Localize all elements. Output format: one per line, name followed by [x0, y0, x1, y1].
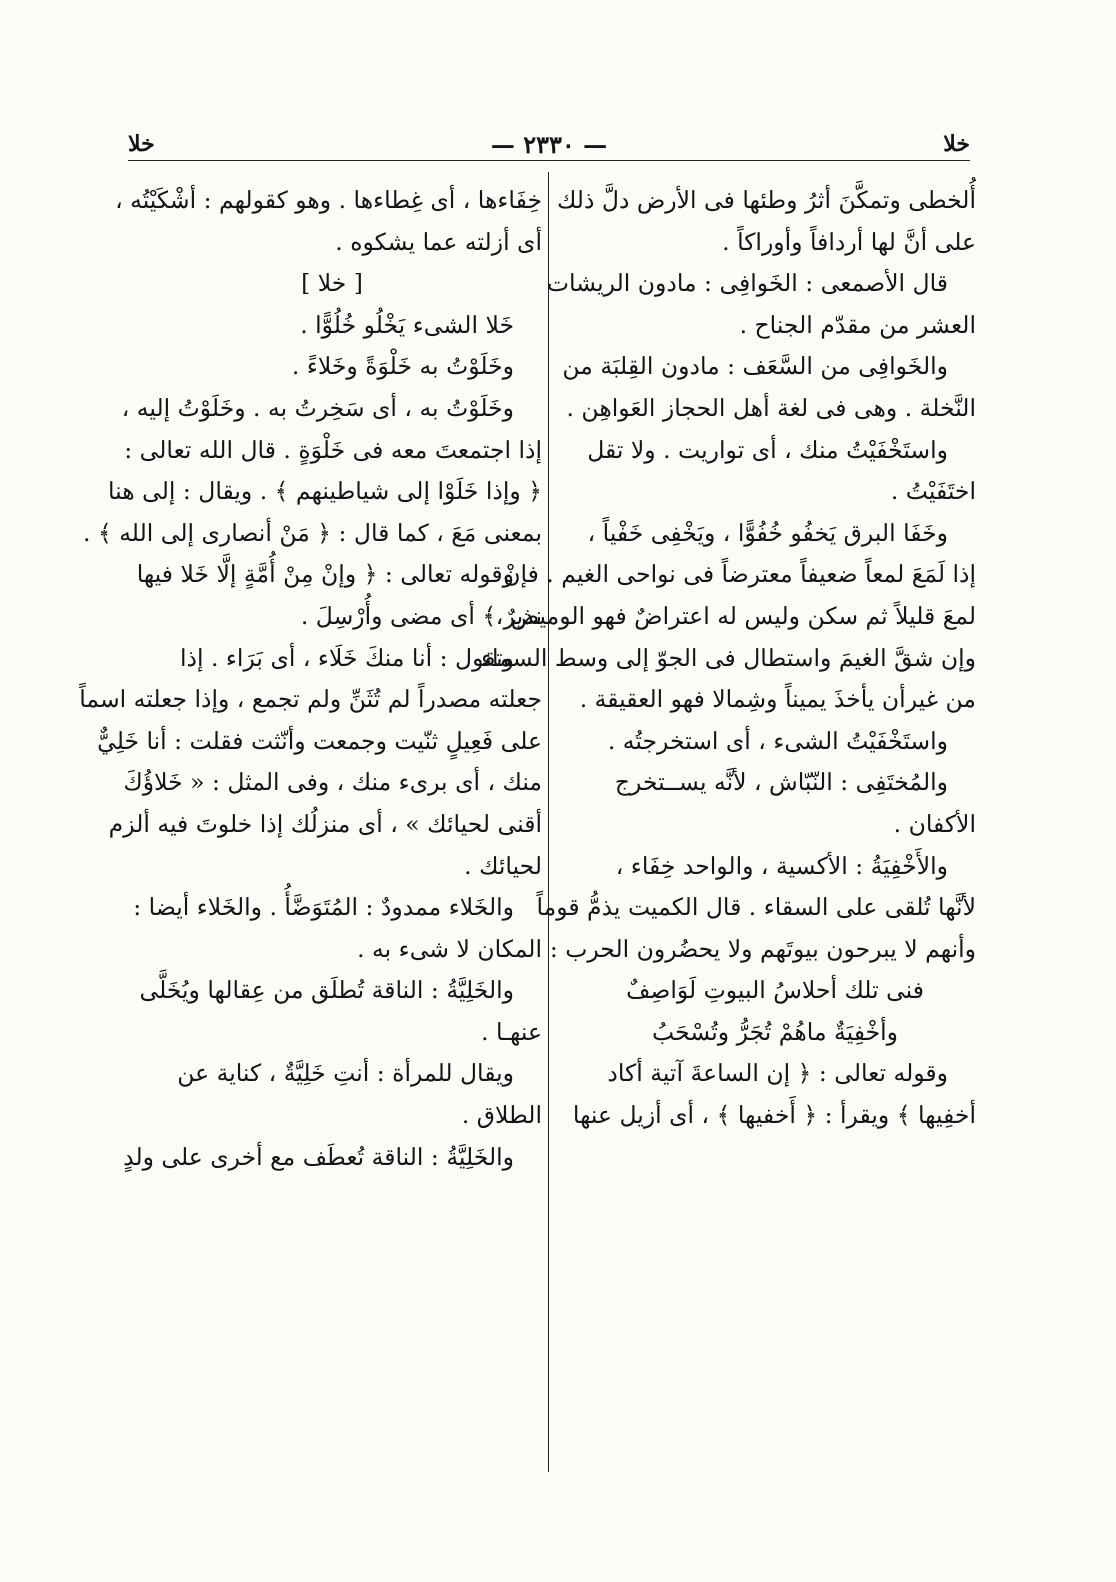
text-line: ﴿ وإذا خَلَوْا إلى شياطينهم ﴾ . ويقال : إلى هنا: [108, 477, 542, 506]
text-line: واستَخْفَيْتُ الشىء ، أى استخرجتُه .: [607, 726, 948, 755]
text-line: [ خلا ]: [301, 269, 363, 298]
text-line: الأكفان .: [893, 809, 976, 838]
text-line: عنهـا .: [481, 1017, 542, 1046]
header-word-right: خلا: [943, 131, 970, 157]
text-line: واستَخْفَيْتُ منك ، أى تواريت . ولا تقل: [587, 435, 948, 464]
text-line: وخَفَا البرق يَخفُو خُفُوًّا ، ويَخْفِى خَفْياً ،: [587, 518, 948, 547]
text-line: خِفَاءها ، أى غِطاءها . وهو كقولهم : أشْكَيْتُه ،: [115, 186, 542, 214]
text-line: لمعَ قليلاً ثم سكن وليس له اعتراضٌ فهو الوميض ،: [495, 601, 976, 630]
text-line: والخَوافِى من السَّعَف : مادون القِلبَة من: [562, 352, 948, 381]
text-line: وقوله تعالى : ﴿ وإنْ مِنْ أُمَّةٍ إلَّا خَلا فيها: [136, 560, 514, 589]
left-column: [79, 180, 542, 1178]
text-line: منك ، أى برىء منك ، وفى المثل : « خَلاؤُكَ: [123, 768, 542, 797]
header-rule: [128, 160, 970, 161]
text-line: أخفِيها ﴾ ويقرأ : ﴿ أَخفيها ﴾ ، أى أزيل عنها: [572, 1101, 976, 1130]
text-line: لأنَّها تُلقى على السقاء . قال الكميت يذمُّ قوماً: [536, 893, 976, 922]
text-line: والمُختَفِى : النّبّاش ، لأنَّه يســتخرج: [614, 768, 948, 797]
text-line: النَّخلة . وهى فى لغة أهل الحجاز العَواهِن .: [566, 393, 976, 422]
text-line: أُلخطى وتمكَّنَ أثرُ وطئها فى الأرض دلَّ ذلك: [556, 186, 976, 214]
text-line: أقنى لحيائك » ، أى منزلُك إذا خلوتَ فيه ألزم: [108, 809, 542, 838]
text-line: إذا اجتمعتَ معه فى خَلْوَةٍ . قال الله تعالى :: [124, 435, 542, 464]
text-line: على فَعِيلٍ ثنّيت وجمعت وأنّثت فقلت : أنا خَلِيٌّ: [97, 726, 542, 755]
text-line: وخَلَوْتُ به خَلْوَةً وخَلاءً .: [291, 352, 514, 381]
text-line: والأَخْفِيَةُ : الأكسية ، والواحد خِفَاء ،: [615, 851, 948, 880]
text-line: من غيرأن يأخذَ يميناً وشِمالا فهو العقيقة .: [579, 685, 976, 714]
text-line: فنى تلك أحلاسُ البيوتِ لَوَاصِفٌ: [626, 976, 924, 1005]
text-line: وأنهم لا يبرحون بيوتَهم ولا يحضُرون الحرب :: [549, 934, 976, 963]
text-line: والخَلِيَّةُ : الناقة تُطلَق من عِقالها ويُخَلَّى: [139, 976, 514, 1005]
text-line: اختَفَيْتُ .: [890, 477, 976, 506]
column-divider: [548, 172, 549, 1472]
text-line: وخَلَوْتُ به ، أى سَخِرتُ به . وخَلَوْتُ إليه ،: [121, 393, 514, 422]
text-line: لحيائك .: [464, 851, 542, 880]
text-line: نذيرٌ ﴾ أى مضى وأُرْسِلَ .: [300, 601, 542, 630]
text-line: وقوله تعالى : ﴿ إن الساعةَ آتية أكاد: [607, 1059, 948, 1088]
text-line: العشر من مقدّم الجناح .: [739, 310, 976, 339]
text-line: المكان لا شىء به .: [357, 934, 542, 963]
text-line: على أنَّ لها أردافاً وأوراكاً .: [722, 227, 976, 256]
text-line: قال الأصمعى : الخَوافِى : مادون الريشات: [546, 269, 948, 298]
page-header: [128, 124, 970, 164]
text-line: إذا لَمَعَ لمعاً ضعيفاً معترضاً فى نواحى الغيم . فإنْ: [503, 560, 976, 589]
header-word-left: خلا: [128, 131, 155, 157]
text-line: وإن شقَّ الغيمَ واستطال فى الجوّ إلى وسط السماء: [480, 643, 976, 672]
text-line: وتقول : أنا منكَ خَلَاء ، أى بَرَاء . إذا: [179, 643, 514, 672]
text-line: ويقال للمرأة : أنتِ خَلِيَّةٌ ، كناية عن: [177, 1059, 514, 1088]
text-line: الطلاق .: [461, 1101, 542, 1130]
text-line: خَلا الشىء يَخْلُو خُلُوًّا .: [300, 310, 514, 339]
text-line: وأخْفِيَةٌ ماهُمْ تُجَرُّ وتُسْحَبُ: [652, 1017, 898, 1046]
text-line: أى أزلته عما يشكوه .: [335, 227, 542, 256]
page-number: — ٢٣٣٠ —: [490, 129, 608, 159]
text-line: جعلته مصدراً لم تُثَنِّ ولم تجمع ، وإذا جعلته اسماً: [79, 685, 542, 714]
text-line: بمعنى مَعَ ، كما قال : ﴿ مَنْ أنصارى إلى الله ﴾ .: [83, 518, 542, 547]
text-line: والخَلاء ممدودٌ : المُتَوَضَّأُ . والخَلاء أيضا :: [133, 893, 514, 922]
text-line: والخَلِيَّةُ : الناقة تُعطَف مع أخرى على ولدٍ: [123, 1142, 514, 1171]
